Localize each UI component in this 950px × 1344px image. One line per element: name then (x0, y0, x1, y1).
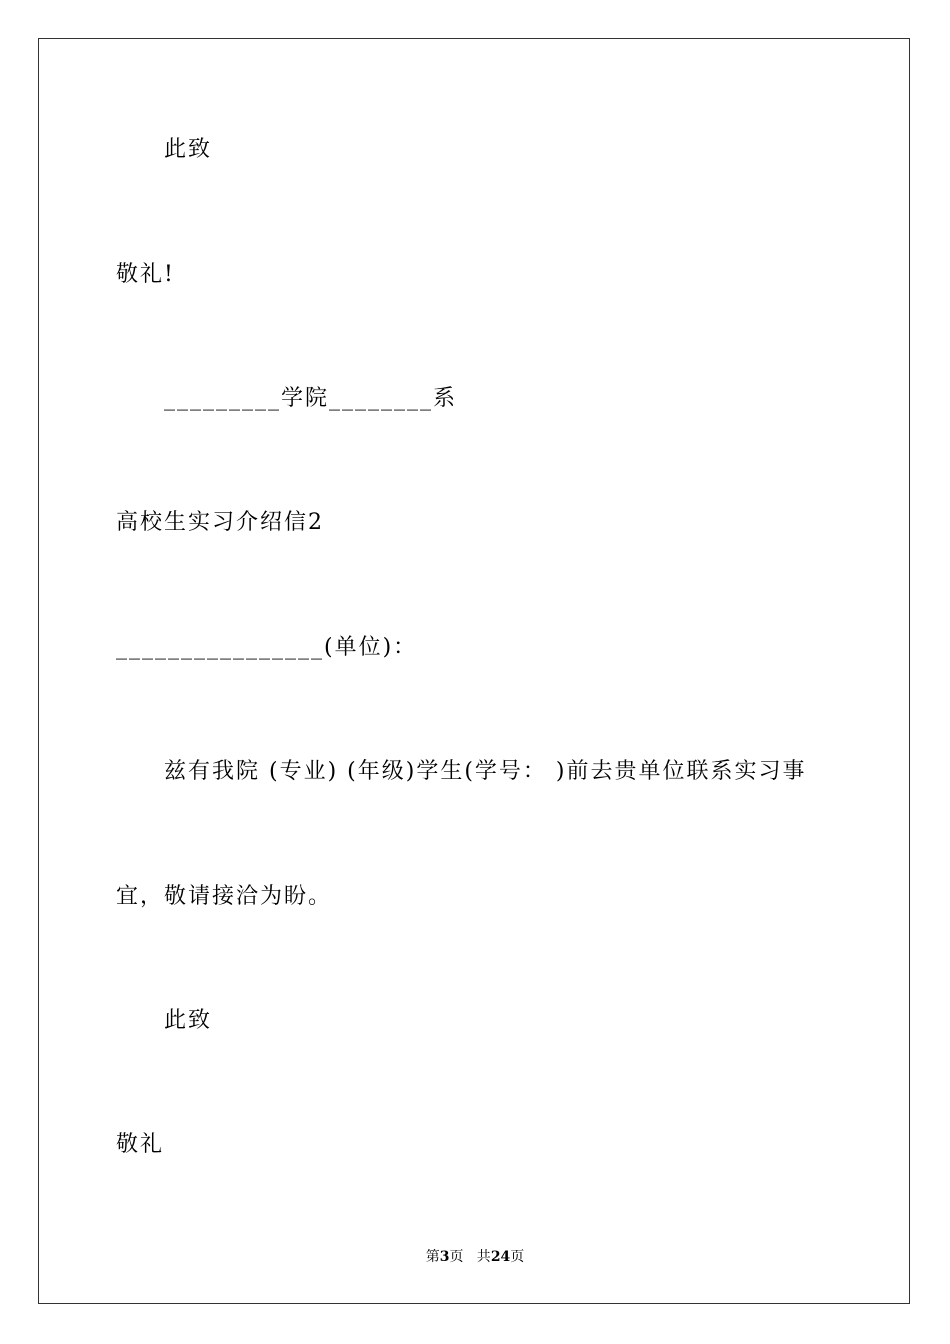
letter-title: 高校生实习介绍信2 (116, 510, 324, 535)
college-department-line: _________学院________系 (164, 386, 458, 411)
body-paragraph-line-2: 宜，敬请接洽为盼。 (116, 884, 333, 909)
regards-line: 敬礼! (116, 262, 175, 287)
closing-salutation-2: 此致 (164, 1008, 213, 1033)
regards-line-2: 敬礼 (116, 1132, 165, 1157)
page-frame (38, 38, 910, 1304)
footer-total-pages: 24 (490, 1249, 511, 1265)
recipient-unit-line: ________________(单位)： (116, 635, 418, 660)
footer-suffix: 页 (510, 1249, 525, 1265)
closing-salutation: 此致 (164, 137, 213, 162)
body-paragraph-line-1: 兹有我院 (专业) (年级)学生(学号： )前去贵单位联系实习事 (164, 759, 807, 784)
footer-page-number: 3 (439, 1249, 450, 1265)
footer-prefix: 第 (425, 1249, 440, 1265)
footer-middle: 页 共 (449, 1249, 491, 1265)
page-footer (0, 1248, 950, 1266)
